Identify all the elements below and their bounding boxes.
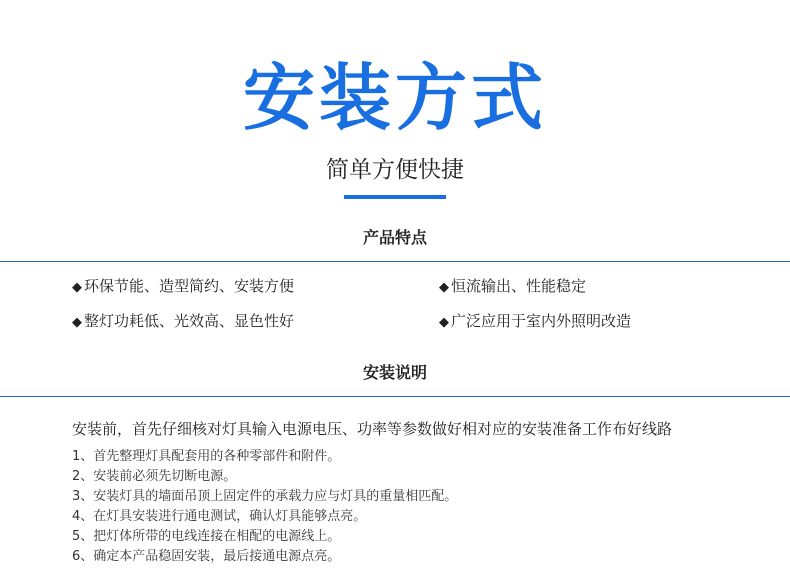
feature-item	[439, 310, 631, 334]
feature-text: 恒流输出、性能稳定	[451, 277, 587, 295]
feature-text: 广泛应用于室内外照明改造	[451, 312, 632, 330]
features-divider	[0, 261, 790, 262]
feature-text: 整灯功耗低、光效高、显色性好	[84, 312, 295, 330]
instruction-step: 3、安装灯具的墙面吊顶上固定件的承载力应与灯具的重量相匹配。	[72, 489, 458, 504]
feature-text: 环保节能、造型简约、安装方便	[84, 277, 295, 295]
subtitle-underline	[344, 195, 446, 199]
diamond-bullet-icon: ◆	[72, 315, 82, 330]
feature-item	[72, 275, 294, 299]
instruction-step: 1、首先整理灯具配套用的各种零部件和附件。	[72, 449, 341, 464]
diamond-bullet-icon: ◆	[439, 315, 449, 330]
diamond-bullet-icon: ◆	[439, 280, 449, 295]
page-subtitle: 简单方便快捷	[326, 157, 464, 183]
instruction-step: 5、把灯体所带的电线连接在相配的电源线上。	[72, 529, 341, 544]
instructions-divider	[0, 396, 790, 397]
instruction-steps	[72, 447, 457, 567]
feature-item	[72, 310, 294, 334]
feature-item	[439, 275, 586, 299]
instruction-step: 4、在灯具安装进行通电测试，确认灯具能够点亮。	[72, 509, 367, 524]
diamond-bullet-icon: ◆	[72, 280, 82, 295]
instruction-step: 6、确定本产品稳固安装，最后接通电源点亮。	[72, 549, 341, 564]
features-heading: 产品特点	[362, 228, 427, 247]
page-title: 安装方式	[242, 56, 547, 140]
instruction-step: 2、安装前必须先切断电源。	[72, 469, 237, 484]
instructions-heading: 安装说明	[362, 363, 427, 382]
instructions-intro: 安装前，首先仔细核对灯具输入电源电压、功率等参数做好相对应的安装准备工作布好线路	[72, 420, 673, 438]
